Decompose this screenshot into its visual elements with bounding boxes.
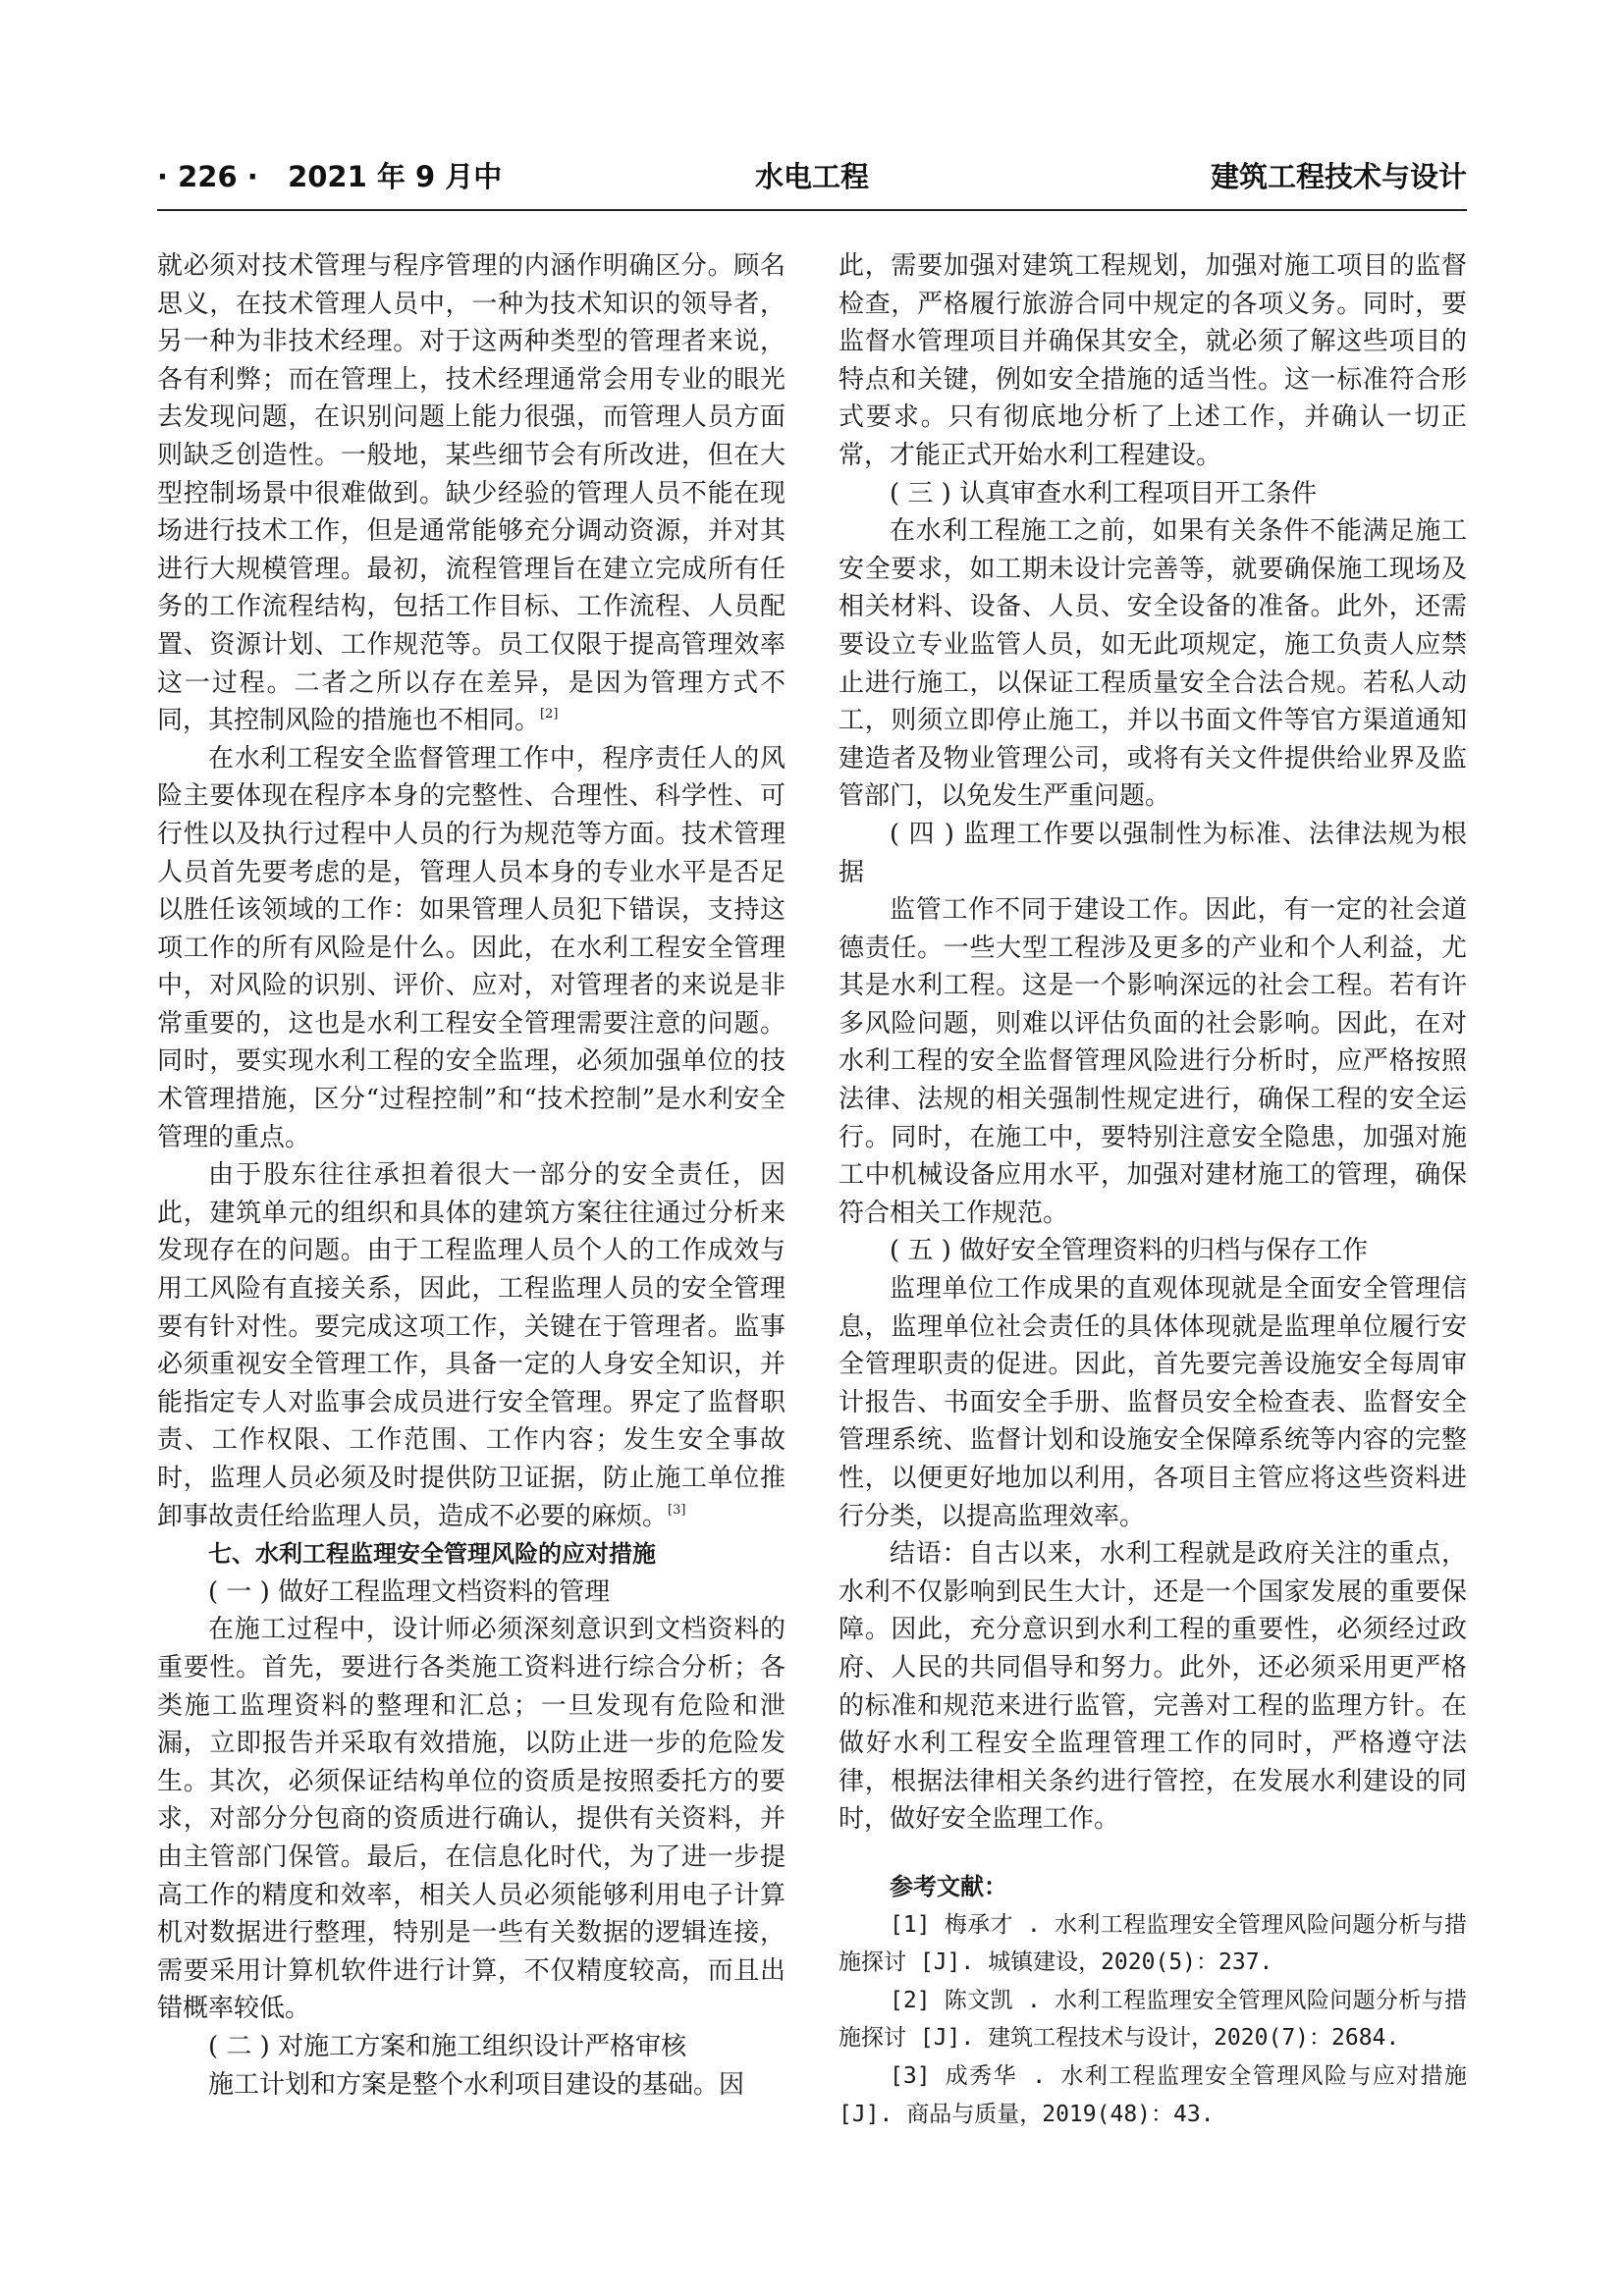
section-name: 建筑工程技术与设计 bbox=[1210, 160, 1467, 193]
left-column bbox=[157, 247, 785, 2104]
subsection-heading: ( 二 ) 对施工方案和施工组织设计严格审核 bbox=[208, 2031, 687, 2061]
subsection-heading: ( 四 ) 监理工作要以强制性为标准、法律法规为根据 bbox=[839, 819, 1467, 887]
reference-item: [2] 陈文凯 . 水利工程监理安全管理风险问题分析与措施探讨 [J]. 建筑工程技术与设计，2020(7)：2684. bbox=[839, 1987, 1467, 2052]
paragraph: 此，需要加强对建筑工程规划，加强对施工项目的监督检查，严格履行旅游合同中规定的各项义务。同时，要监督水管理项目并确保其安全，就必须了解这些项目的特点和关键，例如安全措施的适当性。这一标准符合形式要求。只有彻底地分析了上述工作，并确认一切正常，才能正式开始水利工程建设。 bbox=[839, 251, 1467, 470]
paragraph: 在施工过程中，设计师必须深刻意识到文档资料的重要性。首先，要进行各类施工资料进行综合分析；各类施工监理资料的整理和汇总；一旦发现有危险和泄漏，立即报告并采取有效措施，以防止进一步的危险发生。其次，必须保证结构单位的资质是按照委托方的要求，对部分分包商的资质进行确认，提供有关资料，并由主管部门保管。最后，在信息化时代，为了进一步提高工作的精度和效率，相关人员必须能够利用电子计算机对数据进行整理，特别是一些有关数据的逻辑连接，需要采用计算机软件进行计算，不仅精度较高，而且出错概率较低。 bbox=[157, 1615, 785, 2024]
references-heading: 参考文献： bbox=[890, 1872, 1007, 1900]
citation: [3] bbox=[668, 1502, 686, 1518]
paragraph: 监理单位工作成果的直观体现就是全面安全管理信息，监理单位社会责任的具体体现就是监理单位履行安全管理职责的促进。因此，首先要完善设施安全每周审计报告、书面安全手册、监督员安全检查表、监督安全管理系统、监督计划和设施安全保障系统等内容的完整性，以便更好地加以利用，各项目主管应将这些资料进行分类，以提高监理效率。 bbox=[839, 1274, 1467, 1531]
paragraph: 在水利工程安全监督管理工作中，程序责任人的风险主要体现在程序本身的完整性、合理性、科学性、可行性以及执行过程中人员的行为规范等方面。技术管理人员首先要考虑的是，管理人员本身的专业水平是否足以胜任该领域的工作：如果管理人员犯下错误，支持这项工作的所有风险是什么。因此，在水利工程安全管理中，对风险的识别、评价、应对，对管理者的来说是非常重要的，这也是水利工程安全管理需要注意的问题。同时，要实现水利工程的安全监理，必须加强单位的技术管理措施，区分“过程控制”和“技术控制”是水利安全管理的重点。 bbox=[157, 743, 785, 1152]
paragraph bbox=[157, 1156, 785, 1535]
paragraph-text: 就必须对技术管理与程序管理的内涵作明确区分。顾名思义，在技术管理人员中，一种为技术知识的领导者，另一种为非技术经理。对于这两种类型的管理者来说，各有利弊；而在管理上，技术经理通常会用专业的眼光去发现问题，在识别问题上能力很强，而管理人员方面则缺乏创造性。一般地，某些细节会有所改进，但在大型控制场景中很难做到。缺少经验的管理人员不能在现场进行技术工作，但是通常能够充分调动资源，并对其进行大规模管理。最初，流程管理旨在建立完成所有任务的工作流程结构，包括工作目标、工作流程、人员配置、资源计划、工作规范等。员工仅限于提高管理效率这一过程。二者之所以存在差异，是因为管理方式不同，其控制风险的措施也不相同。 bbox=[157, 251, 785, 736]
page-header bbox=[157, 155, 1467, 200]
citation: [2] bbox=[540, 707, 559, 722]
reference-item: [1] 梅承才 . 水利工程监理安全管理风险问题分析与措施探讨 [J]. 城镇建设，2020(5)：237. bbox=[839, 1911, 1467, 1976]
paragraph bbox=[157, 247, 785, 740]
paragraph-text: 由于股东往往承担着很大一部分的安全责任，因此，建筑单元的组织和具体的建筑方案往往通过分析来发现存在的问题。由于工程监理人员个人的工作成效与用工风险有直接关系，因此，工程监理人员的安全管理要有针对性。要完成这项工作，关键在于管理者。监事必须重视安全管理工作，具备一定的人身安全知识，并能指定专人对监事会成员进行安全管理。界定了监督职责、工作权限、工作范围、工作内容；发生安全事故时，监理人员必须及时提供防卫证据，防止施工单位推卸事故责任给监理人员，造成不必要的麻烦。 bbox=[157, 1160, 785, 1531]
paragraph: 施工计划和方案是整个水利项目建设的基础。因 bbox=[208, 2069, 745, 2100]
reference-item: [3] 成秀华 . 水利工程监理安全管理风险与应对措施 [J]. 商品与质量，2019(48)：43. bbox=[839, 2062, 1467, 2127]
paragraph: 结语：自古以来，水利工程就是政府关注的重点，水利不仅影响到民生大计，还是一个国家发展的重要保障。因此，充分意识到水利工程的重要性，必须经过政府、人民的共同倡导和努力。此外，还必须采用更严格的标准和规范来进行监管，完善对工程的监理方针。在做好水利工程安全监理管理工作的同时，严格遵守法律，根据法律相关条约进行管控，在发展水利建设的同时，做好安全监理工作。 bbox=[839, 1539, 1467, 1835]
journal-name: 水电工程 bbox=[754, 160, 869, 193]
subsection-heading: ( 五 ) 做好安全管理资料的归档与保存工作 bbox=[890, 1236, 1369, 1266]
header-rule bbox=[157, 209, 1467, 211]
section-heading: 七、水利工程监理安全管理风险的应对措施 bbox=[208, 1540, 656, 1569]
subsection-heading: ( 一 ) 做好工程监理文档资料的管理 bbox=[208, 1576, 611, 1607]
subsection-heading: ( 三 ) 认真审查水利工程项目开工条件 bbox=[890, 478, 1318, 508]
page-number: · 226 · bbox=[157, 160, 258, 193]
paragraph: 监管工作不同于建设工作。因此，有一定的社会道德责任。一些大型工程涉及更多的产业和个人利益，尤其是水利工程。这是一个影响深远的社会工程。若有许多风险问题，则难以评估负面的社会影响。因此，在对水利工程的安全监督管理风险进行分析时，应严格按照法律、法规的相关强制性规定进行，确保工程的安全运行。同时，在施工中，要特别注意安全隐患，加强对施工中机械设备应用水平，加强对建材施工的管理，确保符合相关工作规范。 bbox=[839, 895, 1467, 1228]
issue-date: 2021 年 9 月中 bbox=[288, 160, 503, 193]
right-column bbox=[839, 247, 1467, 2133]
paragraph: 在水利工程施工之前，如果有关条件不能满足施工安全要求，如工期未设计完善等，就要确保施工现场及相关材料、设备、人员、安全设备的准备。此外，还需要设立专业监管人员，如无此项规定，施工负责人应禁止进行施工，以保证工程质量安全合法合规。若私人动工，则须立即停止施工，并以书面文件等官方渠道通知建造者及物业管理公司，或将有关文件提供给业界及监管部门，以免发生严重问题。 bbox=[839, 516, 1467, 812]
